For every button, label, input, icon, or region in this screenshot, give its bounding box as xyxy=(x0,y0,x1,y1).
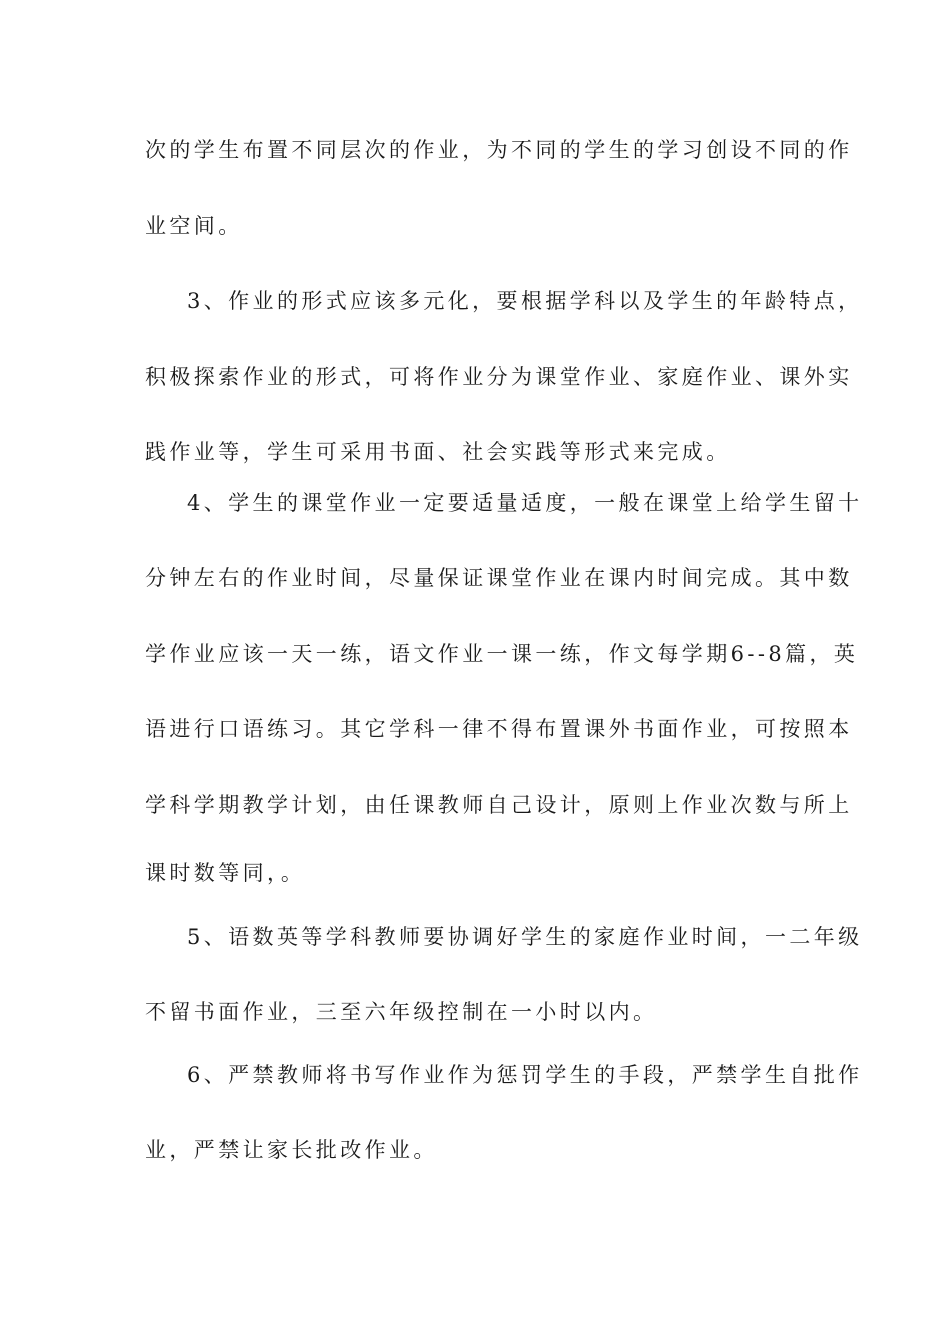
paragraph-line: 6、严禁教师将书写作业作为惩罚学生的手段，严禁学生自批作 xyxy=(187,1063,863,1087)
paragraph-line: 语进行口语练习。其它学科一律不得布置课外书面作业，可按照本 xyxy=(145,717,853,741)
paragraph-line: 次的学生布置不同层次的作业，为不同的学生的学习创设不同的作 xyxy=(145,138,853,162)
paragraph-line: 4、学生的课堂作业一定要适量适度，一般在课堂上给学生留十 xyxy=(187,491,863,515)
paragraph-line: 课时数等同，。 xyxy=(145,861,306,885)
paragraph-line: 3、作业的形式应该多元化，要根据学科以及学生的年龄特点， xyxy=(187,289,863,313)
paragraph-line: 业空间。 xyxy=(145,214,243,238)
paragraph-line: 分钟左右的作业时间，尽量保证课堂作业在课内时间完成。其中数 xyxy=(145,566,853,590)
paragraph-line: 5、语数英等学科教师要协调好学生的家庭作业时间，一二年级 xyxy=(187,925,863,949)
paragraph-line: 业，严禁让家长批改作业。 xyxy=(145,1138,438,1162)
paragraph-line: 不留书面作业，三至六年级控制在一小时以内。 xyxy=(145,1000,658,1024)
paragraph-line: 践作业等，学生可采用书面、社会实践等形式来完成。 xyxy=(145,440,731,464)
paragraph-line: 积极探索作业的形式，可将作业分为课堂作业、家庭作业、课外实 xyxy=(145,365,853,389)
paragraph-line: 学科学期教学计划，由任课教师自己设计，原则上作业次数与所上 xyxy=(145,793,853,817)
paragraph-line: 学作业应该一天一练，语文作业一课一练，作文每学期6--8篇，英 xyxy=(145,642,859,666)
